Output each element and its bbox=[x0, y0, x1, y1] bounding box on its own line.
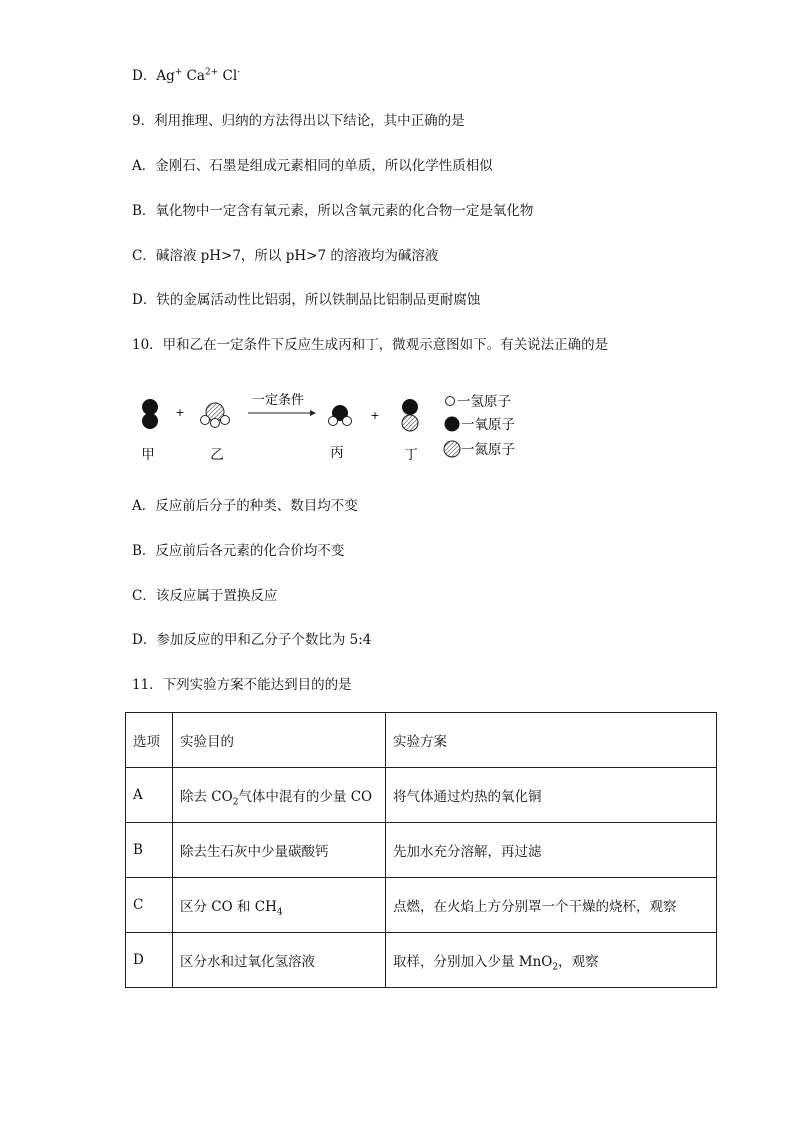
reaction-diagram bbox=[120, 385, 540, 475]
q10-option-c: C．该反应属于置换反应 bbox=[132, 588, 278, 604]
label-jia: 甲 bbox=[141, 447, 155, 463]
q10-option-b: B．反应前后各元素的化合价均不变 bbox=[132, 543, 345, 559]
molecule-ding-icon bbox=[402, 399, 418, 431]
molecule-jia-icon bbox=[142, 399, 158, 429]
molecule-yi-icon bbox=[201, 403, 230, 428]
row-option: B bbox=[126, 823, 173, 878]
header-goal: 实验目的 bbox=[173, 713, 386, 768]
row-plan: 先加水充分溶解，再过滤 bbox=[386, 823, 717, 878]
q9-stem: 9．利用推理、归纳的方法得出以下结论，其中正确的是 bbox=[132, 113, 465, 129]
q9-option-b: B．氧化物中一定含有氧元素，所以含氧元素的化合物一定是氧化物 bbox=[132, 203, 534, 219]
experiment-table bbox=[125, 712, 717, 988]
row-plan: 点燃，在火焰上方分别罩一个干燥的烧杯，观察 bbox=[386, 878, 717, 933]
table-row bbox=[126, 878, 717, 933]
legend bbox=[444, 394, 515, 458]
label-ding: 丁 bbox=[404, 447, 418, 463]
legend-oxygen-icon bbox=[445, 417, 460, 432]
table-header-row bbox=[126, 713, 717, 768]
row-option: D bbox=[126, 933, 173, 988]
table-row bbox=[126, 768, 717, 823]
legend-hydrogen-label: 一氢原子 bbox=[457, 394, 511, 410]
q9-option-d: D．铁的金属活动性比铝弱，所以铁制品比铝制品更耐腐蚀 bbox=[132, 292, 481, 308]
row-goal: 区分水和过氧化氢溶液 bbox=[173, 933, 386, 988]
q10-stem: 10．甲和乙在一定条件下反应生成丙和丁，微观示意图如下。有关说法正确的是 bbox=[132, 337, 609, 353]
reaction-condition: 一定条件 bbox=[251, 393, 305, 408]
q10-option-a: A．反应前后分子的种类、数目均不变 bbox=[132, 498, 358, 514]
legend-nitrogen-label: 一氮原子 bbox=[461, 442, 515, 458]
table-row bbox=[126, 823, 717, 878]
label-yi: 乙 bbox=[210, 447, 224, 463]
legend-nitrogen-icon bbox=[444, 441, 460, 457]
molecule-bing-icon bbox=[329, 405, 352, 426]
legend-oxygen-label: 一氧原子 bbox=[461, 417, 515, 433]
label-bing: 丙 bbox=[330, 445, 344, 461]
q9-option-c: C．碱溶液 pH>7，所以 pH>7 的溶液均为碱溶液 bbox=[132, 248, 439, 264]
row-plan: 将气体通过灼热的氧化铜 bbox=[386, 768, 717, 823]
plus-sign-1: + bbox=[175, 406, 185, 419]
row-goal: 除去生石灰中少量碳酸钙 bbox=[173, 823, 386, 878]
table-row bbox=[126, 933, 717, 988]
row-option: C bbox=[126, 878, 173, 933]
row-goal: 区分 CO 和 $CH_4$ bbox=[173, 878, 386, 933]
q8-option-d: D．Ag+ $Ca^{2+}$ Cl- bbox=[132, 67, 241, 84]
header-option: 选项 bbox=[126, 713, 173, 768]
reaction-arrow-head-icon bbox=[310, 410, 316, 416]
row-goal: 除去 $CO_2$气体中混有的少量 CO bbox=[173, 768, 386, 823]
q11-stem: 11．下列实验方案不能达到目的的是 bbox=[132, 677, 352, 693]
q10-option-d: D．参加反应的甲和乙分子个数比为 5:4 bbox=[132, 632, 372, 648]
legend-hydrogen-icon bbox=[446, 397, 455, 406]
row-plan: 取样，分别加入少量 MnO$_2$，观察 bbox=[386, 933, 717, 988]
plus-sign-2: + bbox=[370, 409, 380, 422]
row-option: A bbox=[126, 768, 173, 823]
header-plan: 实验方案 bbox=[386, 713, 717, 768]
q9-option-a: A．金刚石、石墨是组成元素相同的单质，所以化学性质相似 bbox=[132, 158, 493, 174]
